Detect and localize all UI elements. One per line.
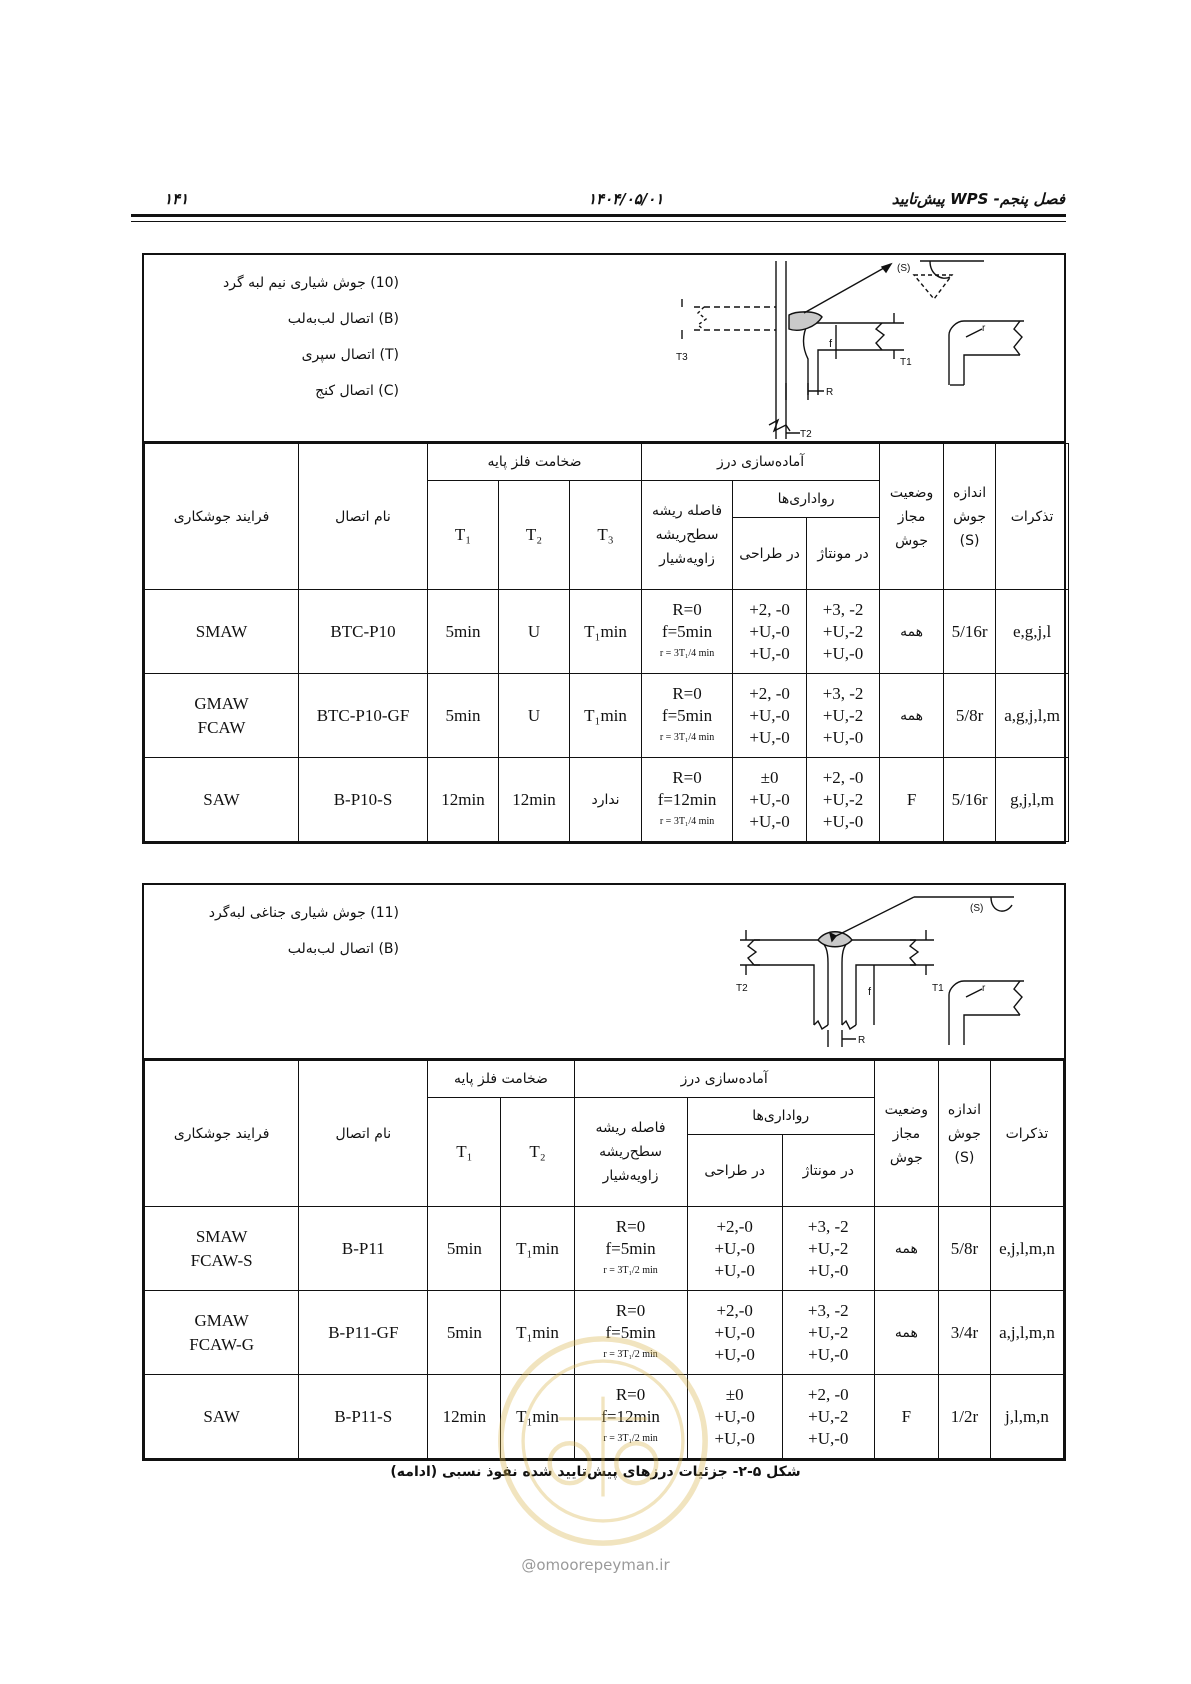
process-cell: GMAW FCAW [145,674,299,758]
design-cell: +2, -0 +U,-0 +U,-0 [733,590,807,674]
joint-type-t: (T) اتصال سپری [301,347,399,363]
notes-cell: g,j,l,m [996,758,1069,842]
position-cell: F [874,1375,938,1459]
joint-cell: BTC-P10-GF [299,674,428,758]
header-date: ۱۴۰۴/۰۵/۰۱ [588,190,664,208]
t1-label: T1 [932,983,944,994]
t2-header: T₂ [499,481,570,590]
process-cell: SAW [145,758,299,842]
base-metal-header: ضخامت فلز پایه [428,444,642,481]
design-cell: +2,-0 +U,-0 +U,-0 [687,1291,782,1375]
r-label: R [858,1035,866,1046]
root-header: فاصله ریشه سطح‌ریشه زاویه‌شیار [574,1098,687,1207]
position-cell: همه [880,590,944,674]
position-cell: همه [880,674,944,758]
root-header: فاصله ریشه سطح‌ریشه زاویه‌شیار [642,481,733,590]
joint-type-c: (C) اتصال کنج [315,383,399,399]
joint-title-block [223,265,399,409]
figure-area [144,885,1064,1060]
size-cell: 3/4r [938,1291,990,1375]
assembly-cell: +3, -2 +U,-2 +U,-0 [782,1291,874,1375]
joint-cell: BTC-P10 [299,590,428,674]
joint-cell: B-P10-S [299,758,428,842]
t3-cell: ندارد [570,758,642,842]
chapter-title: فصل پنجم- WPS پیش‌تایید [891,190,1065,208]
process-cell: SMAW [145,590,299,674]
joint-cell: B-P11-S [299,1375,428,1459]
t2-cell: T₁min [501,1375,574,1459]
header-rule-thin [131,221,1066,222]
t2-cell: T₁min [501,1207,574,1291]
size-cell: 5/16r [944,590,996,674]
watermark-seal-icon [492,1330,714,1552]
weld-size-header: اندازه جوش (S) [938,1061,990,1207]
t3-header: T₃ [570,481,642,590]
joint-type-b: (B) اتصال لب‌به‌لب [287,311,399,327]
assembly-header: در مونتاژ [807,518,880,590]
size-label: (S) [970,903,984,914]
table-row [145,590,1069,674]
design-cell: ±0 +U,-0 +U,-0 [733,758,807,842]
position-cell: F [880,758,944,842]
tolerances-header: رواداری‌ها [687,1098,874,1135]
assembly-cell: +3, -2 +U,-2 +U,-0 [807,590,880,674]
assembly-cell: +2, -0 +U,-2 +U,-0 [782,1375,874,1459]
t2-cell: U [499,590,570,674]
t2-label: T2 [736,983,748,994]
assembly-cell: +3, -2 +U,-2 +U,-0 [782,1207,874,1291]
size-cell: 5/16r [944,758,996,842]
t1-header: T₁ [428,1098,501,1207]
size-cell: 1/2r [938,1375,990,1459]
joint-diagram [564,255,1024,439]
joint-cell: B-P11-GF [299,1291,428,1375]
t1-cell: 12min [428,1375,501,1459]
t1-header: T₁ [428,481,499,590]
notes-cell: j,l,m,n [990,1375,1063,1459]
t3-cell: T₁min [570,590,642,674]
weld-position-header: وضعیت مجاز جوش [874,1061,938,1207]
design-header: در طراحی [733,518,807,590]
process-cell: GMAW FCAW-G [145,1291,299,1375]
position-cell: همه [874,1291,938,1375]
size-cell: 5/8r [938,1207,990,1291]
f-label: f [868,986,872,998]
joint-cell: B-P11 [299,1207,428,1291]
joint-section-10 [142,253,1066,844]
radius-label: r [982,983,986,994]
process-header: فرایند جوشکاری [145,1061,299,1207]
r-label: R [826,387,834,398]
t3-cell: T₁min [570,674,642,758]
table-row [145,758,1069,842]
process-cell: SAW [145,1375,299,1459]
header-rule [131,214,1066,217]
f-label: f [829,338,833,350]
size-cell: 5/8r [944,674,996,758]
t1-cell: 5min [428,1291,501,1375]
radius-label: r [982,323,986,334]
t2-header: T₂ [501,1098,574,1207]
joint-table [144,443,1069,842]
prep-cell: R=0 f=12min r = 3T₁/4 min [642,758,733,842]
joint-type-b: (B) اتصال لب‌به‌لب [287,941,399,957]
notes-header: تذکرات [996,444,1069,590]
joint-diagram [564,885,1024,1055]
prep-cell: R=0 f=5min r = 3T₁/4 min [642,590,733,674]
t1-label: T1 [900,357,912,368]
joint-prep-header: آماده‌سازی درز [642,444,880,481]
figure-area [144,255,1064,443]
prep-cell: R=0 f=12min r = 3T₁/2 min [574,1375,687,1459]
assembly-header: در مونتاژ [782,1135,874,1207]
t2-cell: 12min [499,758,570,842]
t1-cell: 12min [428,758,499,842]
prep-cell: R=0 f=5min r = 3T₁/2 min [574,1207,687,1291]
process-cell: SMAW FCAW-S [145,1207,299,1291]
tolerances-header: رواداری‌ها [733,481,880,518]
design-cell: ±0 +U,-0 +U,-0 [687,1375,782,1459]
joint-title-block [209,895,399,967]
notes-cell: a,g,j,l,m [996,674,1069,758]
t2-cell: T₁min [501,1291,574,1375]
prep-cell: R=0 f=5min r = 3T₁/2 min [574,1291,687,1375]
base-metal-header: ضخامت فلز پایه [428,1061,574,1098]
process-header: فرایند جوشکاری [145,444,299,590]
joint-name-header: نام اتصال [299,1061,428,1207]
table-row [145,1207,1064,1291]
joint-prep-header: آماده‌سازی درز [574,1061,874,1098]
t1-cell: 5min [428,674,499,758]
notes-header: تذکرات [990,1061,1063,1207]
design-cell: +2,-0 +U,-0 +U,-0 [687,1207,782,1291]
design-cell: +2, -0 +U,-0 +U,-0 [733,674,807,758]
t2-cell: U [499,674,570,758]
size-label: (S) [897,263,911,274]
notes-cell: a,j,l,m,n [990,1291,1063,1375]
assembly-cell: +3, -2 +U,-2 +U,-0 [807,674,880,758]
design-header: در طراحی [687,1135,782,1207]
joint-name-header: نام اتصال [299,444,428,590]
weld-size-header: اندازه جوش (S) [944,444,996,590]
position-cell: همه [874,1207,938,1291]
prep-cell: R=0 f=5min r = 3T₁/4 min [642,674,733,758]
notes-cell: e,g,j,l [996,590,1069,674]
figure-caption: شکل ۵-۲- جزئیات درزهای پیش‌تایید شده نفوذ نسبی (ادامه) [390,1464,801,1480]
notes-cell: e,j,l,m,n [990,1207,1063,1291]
watermark-text: @omoorepeyman.ir [521,1556,670,1574]
table-row [145,674,1069,758]
assembly-cell: +2, -0 +U,-2 +U,-0 [807,758,880,842]
joint-title: (11) جوش شیاری جناغی لبه‌گرد [208,905,399,921]
t1-cell: 5min [428,1207,501,1291]
t1-cell: 5min [428,590,499,674]
t3-label: T3 [676,352,688,363]
weld-position-header: وضعیت مجاز جوش [880,444,944,590]
t2-label: T2 [800,429,812,439]
page-number: ۱۴۱ [164,190,189,208]
joint-title: (10) جوش شیاری نیم لبه گرد [223,275,399,291]
